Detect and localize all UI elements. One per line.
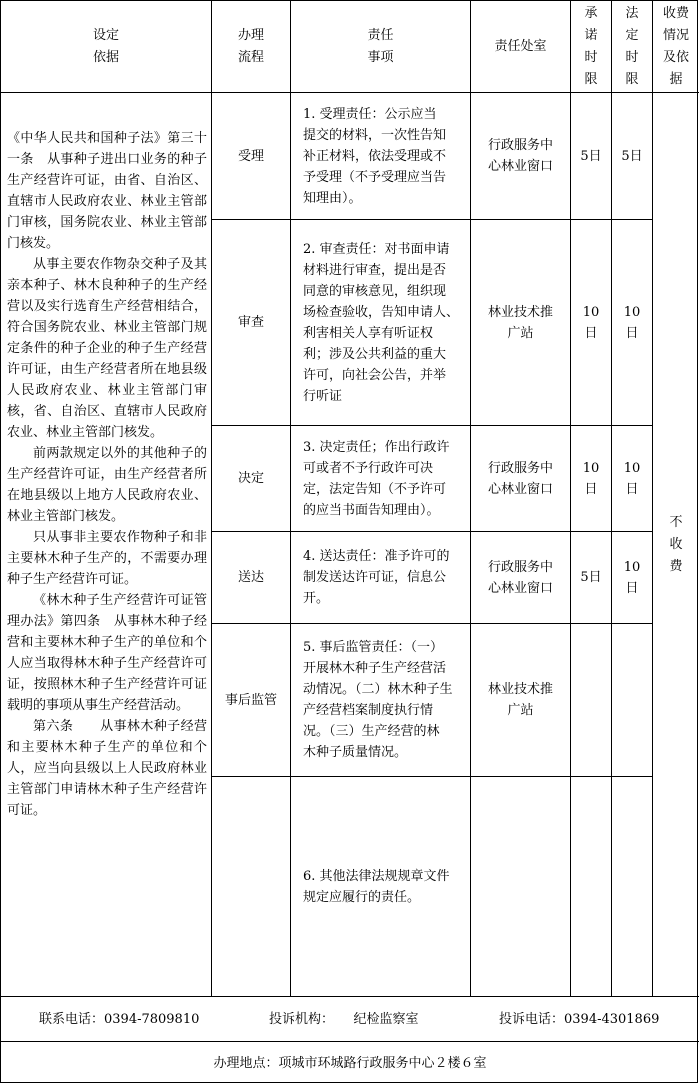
promise-accept: 5日 (580, 148, 602, 164)
process-supervise: 事后监管 (224, 692, 277, 708)
promise-other (571, 777, 611, 996)
header-process: 办理 流程 (237, 27, 264, 65)
address-row (1, 1042, 699, 1084)
header-basis: 设定 依据 (92, 27, 119, 65)
basis-text (1, 128, 211, 988)
legal-other (612, 777, 652, 996)
office-review: 林业技术推 广站 (487, 304, 553, 341)
promise-review: 10 日 (582, 304, 600, 341)
header-promise-time: 承 诺 时 限 (584, 5, 598, 87)
basis-paragraph: 前两款规定以外的其他种子的生产经营许可证，由生产经营者所在地县级以上地方人民政府农业、林业主管部门核发。 (7, 446, 207, 524)
office-deliver: 行政服务中 心林业窗口 (487, 559, 553, 596)
complaint-org: 投诉机构： 纪检监察室 (269, 1011, 419, 1027)
basis-paragraph: 《林木种子生产经营许可证管理办法》第四条 从事林木种子经营和主要林木种子生产的单位和个人应当取得林木种子生产经营许可证，按照林木种子生产经营许可证载明的事项从事生产经营活动。 (7, 593, 207, 713)
header-legal-time: 法 定 时 限 (625, 5, 639, 87)
promise-deliver: 5日 (580, 570, 602, 585)
basis-paragraph: 只从事非主要农作物种子和非主要林木种子生产的，不需要办理种子生产经营许可证。 (7, 530, 207, 587)
process-accept: 受理 (237, 148, 264, 164)
contact-phone: 联系电话：0394-7809810 (39, 1011, 200, 1027)
duty-decide: 3. 决定责任；作出行政许 可或者不予行政许可决 定，法定告知（不予许可 的应当书面告知理由）。 (303, 439, 450, 518)
process-deliver: 送达 (237, 570, 264, 585)
basis-paragraph: 第六条 从事林木种子经营和主要林木种子生产的单位和个人，应当向县级以上人民政府林业主管部门申请林木种子生产经营许可证。 (7, 719, 207, 818)
office-accept: 行政服务中 心林业窗口 (487, 138, 553, 174)
office-address: 办理地点：项城市环城路行政服务中心２楼６室 (213, 1055, 487, 1071)
legal-deliver: 10 日 (623, 559, 641, 596)
duty-other: 6. 其他法律法规规章文件 规定应履行的责任。 (303, 868, 450, 905)
legal-decide: 10 日 (623, 460, 641, 497)
promise-decide: 10 日 (582, 460, 600, 497)
duty-accept: 1. 受理责任：公示应当 提交的材料，一次性告知 补正材料，依法受理或不 予受理（不予受理应当告 知理由）。 (303, 106, 447, 206)
duty-review: 2. 审查责任：对书面申请 材料进行审查，提出是否 同意的审核意见，组织现 场检查验收，告知申请人、 利害相关人享有听证权 利；涉及公共利益的重大 许可，向社会公告，并举 行听证 (303, 241, 460, 404)
header-office: 责任处室 (494, 39, 547, 54)
header-fee: 收费 情况 及依 据 (662, 5, 689, 87)
duty-deliver: 4. 送达责任：准予许可的 制发送达许可证，信息公 开。 (303, 549, 450, 606)
duty-supervise: 5. 事后监管责任：（一） 开展林木种子生产经营活 动情况。（二）林木种子生 产经营档案制度执行情 况。（三）生产经营的林 木种子质量情况。 (303, 640, 453, 760)
promise-supervise (571, 624, 611, 776)
legal-accept: 5日 (621, 148, 643, 164)
office-other (471, 777, 570, 996)
basis-paragraph: 《中华人民共和国种子法》第三十一条 从事种子进出口业务的种子生产经营许可证，由省、自治区、直辖市人民政府农业、林业主管部门审核，国务院农业、林业主管部门核发。 (7, 131, 207, 251)
process-other (212, 777, 290, 996)
office-decide: 行政服务中 心林业窗口 (487, 460, 553, 497)
header-duty: 责任 事项 (367, 27, 394, 65)
complaint-phone: 投诉电话：0394-4301869 (499, 1011, 660, 1027)
legal-supervise (612, 624, 652, 776)
legal-review: 10 日 (623, 304, 641, 341)
process-review: 审查 (237, 315, 264, 330)
process-decide: 决定 (237, 471, 264, 486)
basis-paragraph: 从事主要农作物杂交种子及其亲本种子、林木良种种子的生产经营以及实行选育生产经营相结合，符合国务院农业、林业主管部门规定条件的种子企业的种子生产经营许可证，由生产经营者所在地县级人民政府农业、林业主管部门审核，省、自治区、直辖市人民政府农业、林业主管部门核发。 (7, 257, 207, 440)
contact-row (1, 997, 699, 1041)
office-supervise: 林业技术推 广站 (487, 682, 553, 718)
fee-value: 不 收 费 (669, 514, 683, 574)
